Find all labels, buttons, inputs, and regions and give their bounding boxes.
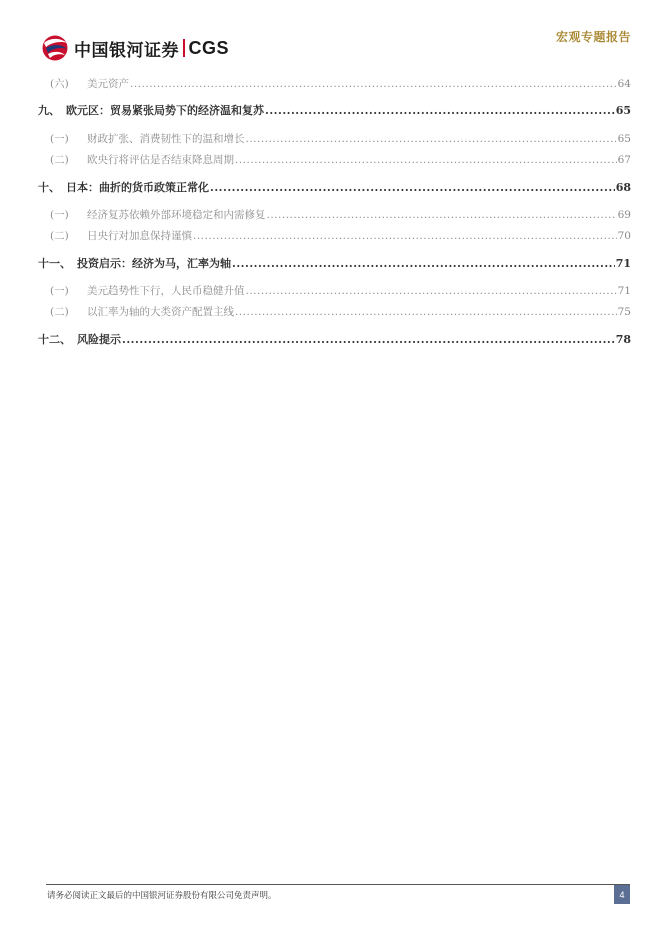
toc-section-entry[interactable] <box>38 207 631 222</box>
toc-entry-title: 日央行对加息保持谨慎 <box>87 230 192 242</box>
toc-entry-page-number: 68 <box>615 181 631 194</box>
toc-entry-number: (一) <box>50 285 69 297</box>
toc-entry-title: 风险提示 <box>77 333 121 346</box>
toc-entry-title: 日本：曲折的货币政策正常化 <box>66 181 209 194</box>
toc-section-entry[interactable] <box>38 76 631 91</box>
toc-entry-title: 欧央行将评估是否结束降息周期 <box>87 154 234 166</box>
toc-dot-leader <box>265 104 615 117</box>
toc-dot-leader <box>122 333 615 346</box>
report-type-label: 宏观专题报告 <box>555 30 631 44</box>
toc-entry-number: (二) <box>50 154 69 166</box>
logo-separator <box>183 39 185 57</box>
toc-entry-title: 财政扩张、消费韧性下的温和增长 <box>87 133 245 145</box>
toc-entry-number: 十、 <box>38 181 60 194</box>
toc-section-entry[interactable] <box>38 152 631 167</box>
toc-entry-number: (六) <box>50 78 69 90</box>
toc-entry-page-number: 69 <box>617 209 631 221</box>
toc-entry-number: (一) <box>50 133 69 145</box>
toc-entry-page-number: 71 <box>615 257 631 270</box>
toc-entry-page-number: 78 <box>615 333 631 346</box>
toc-dot-leader <box>232 257 615 270</box>
toc-entry-page-number: 67 <box>617 154 631 166</box>
galaxy-logo-icon <box>40 34 70 62</box>
page-number-badge: 4 <box>614 885 630 904</box>
toc-entry-number: (二) <box>50 230 69 242</box>
toc-entry-number: (一) <box>50 209 69 221</box>
toc-entry-number: (二) <box>50 306 69 318</box>
toc-chapter-entry[interactable] <box>38 102 631 118</box>
toc-section-entry[interactable] <box>38 228 631 243</box>
toc-entry-title: 以汇率为轴的大类资产配置主线 <box>87 306 234 318</box>
toc-dot-leader <box>246 285 617 297</box>
toc-entry-title: 经济复苏依赖外部环境稳定和内需修复 <box>87 209 266 221</box>
toc-chapter-entry[interactable] <box>38 255 631 271</box>
toc-entry-page-number: 71 <box>617 285 631 297</box>
footer-divider <box>46 884 630 885</box>
toc-dot-leader <box>267 209 617 221</box>
logo-english-text: CGS <box>188 37 230 58</box>
toc-dot-leader <box>210 181 615 194</box>
toc-chapter-entry[interactable] <box>38 179 631 195</box>
toc-dot-leader <box>235 154 617 166</box>
toc-section-entry[interactable] <box>38 131 631 146</box>
toc-entry-page-number: 65 <box>617 133 631 145</box>
toc-dot-leader <box>193 230 617 242</box>
toc-entry-page-number: 64 <box>617 78 631 90</box>
toc-chapter-entry[interactable] <box>38 331 631 347</box>
toc-entry-page-number: 65 <box>615 104 631 117</box>
toc-entry-title: 投资启示：经济为马，汇率为轴 <box>77 257 231 270</box>
toc-dot-leader <box>235 306 617 318</box>
footer-disclaimer: 请务必阅读正文最后的中国银河证券股份有限公司免责声明。 <box>47 891 277 901</box>
toc-entry-title: 美元资产 <box>87 78 129 90</box>
company-logo <box>40 34 229 62</box>
toc-entry-number: 十二、 <box>38 333 71 346</box>
toc-section-entry[interactable] <box>38 304 631 319</box>
toc-entry-number: 十一、 <box>38 257 71 270</box>
toc-section-entry[interactable] <box>38 283 631 298</box>
toc-dot-leader <box>246 133 617 145</box>
page-header <box>0 0 662 70</box>
toc-entry-title: 欧元区：贸易紧张局势下的经济温和复苏 <box>66 104 264 117</box>
toc-entry-page-number: 75 <box>617 306 631 318</box>
toc-dot-leader <box>130 78 617 90</box>
logo-chinese-text: 中国银河证券 <box>74 40 179 61</box>
toc-entry-number: 九、 <box>38 104 60 117</box>
toc-entry-page-number: 70 <box>617 230 631 242</box>
toc-entry-title: 美元趋势性下行，人民币稳健升值 <box>87 285 245 297</box>
